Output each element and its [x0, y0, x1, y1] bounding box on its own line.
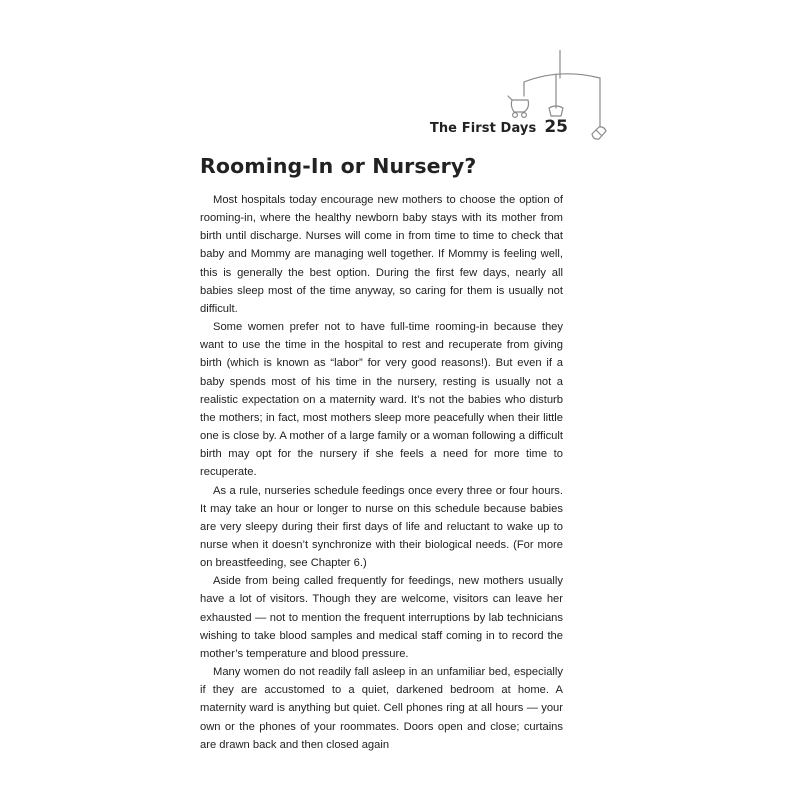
paragraph-3: As a rule, nurseries schedule feedings once every three or four hours. It may take an hour or longer to nurse on this schedule because babies are very sleepy during their first days of life and reluctant to wake up to nurse when it doesn’t synchronize with their biological needs. (For more on breastfeeding, see Chapter 6.) — [200, 484, 563, 570]
paragraph-5: Many women do not readily fall asleep in an unfamiliar bed, especially if they are accustomed to a quiet, darkened bedroom at home. A maternity ward is anything but quiet. Cell phones ring at all hours — your own or the phones of your roommates. Doors open and close; curtains are drawn back and then closed again — [200, 666, 563, 751]
header-title: The First Days — [429, 121, 537, 136]
page-number: 25 — [544, 117, 568, 137]
paragraph-1: Most hospitals today encourage new mothers to choose the option of rooming-in, where the healthy newborn baby stays with its mother from birth until discharge. Nurses will come in from time to time to check that baby and Mommy are managing well together. If Mommy is feeling well, this is generally the best option. During the first few days, nearly all babies sleep most of the time anyway, so caring for them is usually not difficult. — [200, 194, 563, 315]
running-header — [430, 117, 568, 137]
paragraph-4: Aside from being called frequently for feedings, new mothers usually have a lot of visitors. Though they are welcome, visitors can leave her exhausted — not to mention the frequent interruptions by lab technicians wishing to take blood samples and medical staff coming in to record the mother’s temperature and blood pressure. — [200, 575, 563, 660]
section-title: Rooming-In or Nursery? — [200, 154, 477, 178]
paragraph-2: Some women prefer not to have full-time rooming-in because they want to use the time in the hospital to rest and recuperate from giving birth (which is known as “labor” for very good reasons!). But even if a baby spends most of his time in the nursery, resting is usually not a realistic expectation on a maternity ward. It’s not the babies who disturb the mothers; in fact, most mothers sleep more peacefully when their little one is close by. A mother of a large family or a woman following a difficult birth may opt for the nursery if she feels a need for more time to recuperate. — [200, 321, 563, 479]
body-text — [200, 191, 563, 754]
